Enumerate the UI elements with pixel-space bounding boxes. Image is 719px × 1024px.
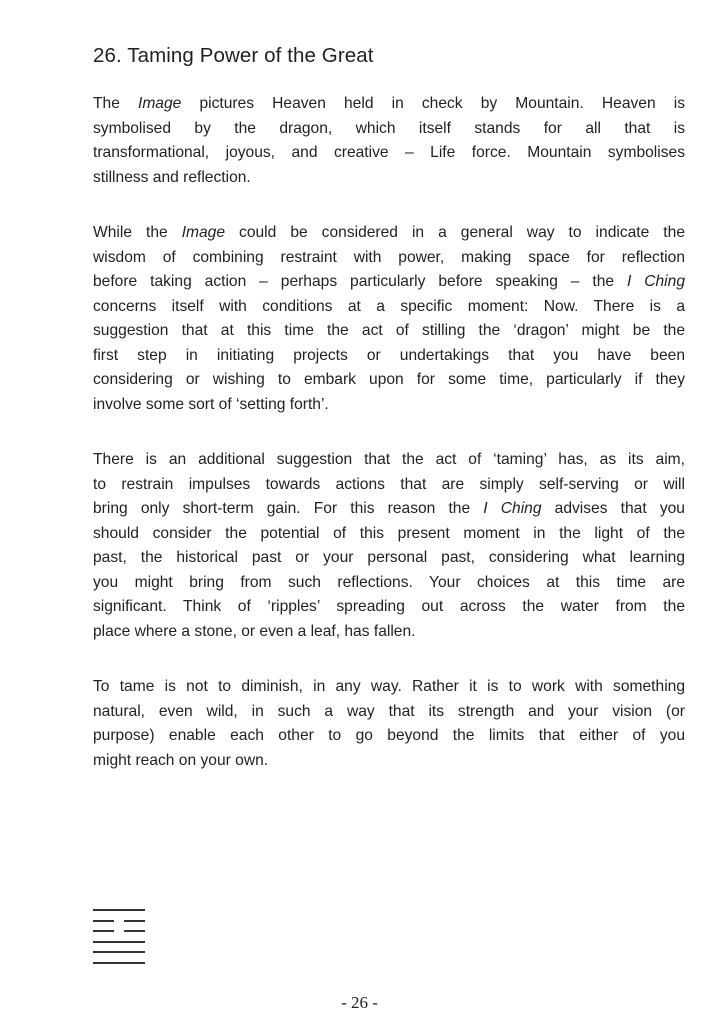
text-run: concerns itself with conditions at a specific moment: Now. There is a	[93, 297, 685, 315]
text-run: might reach on your own.	[93, 751, 269, 769]
text-line	[93, 620, 685, 645]
text-line	[93, 675, 685, 700]
text-line	[93, 246, 685, 271]
text-line	[93, 319, 685, 344]
text-line	[93, 368, 685, 393]
text-line	[93, 270, 685, 295]
text-line	[93, 546, 685, 571]
text-line	[93, 117, 685, 142]
text-run: first step in initiating projects or undertakings that you have been	[93, 346, 685, 364]
text-run: before taking action – perhaps particularly before speaking – the	[93, 273, 627, 290]
text-run: you might bring from such reflections. Your choices at this time are	[93, 573, 685, 591]
text-line	[93, 522, 685, 547]
text-run: bring only short-term gain. For this reason the	[93, 500, 484, 517]
text-run: past, the historical past or your personal past, considering what learning	[93, 549, 685, 566]
text-run: wisdom of combining restraint with power, making space for reflection	[93, 248, 685, 266]
emphasized-text: I Ching	[627, 273, 685, 290]
text-run: natural, even wild, in such a way that its strength and your vision (or	[93, 702, 685, 720]
text-line	[93, 497, 685, 522]
text-line	[93, 724, 685, 749]
text-line	[93, 295, 685, 320]
text-line	[93, 393, 685, 418]
text-line	[93, 749, 685, 774]
paragraph	[93, 92, 685, 190]
text-run: considering or wishing to embark upon for some time, particularly if they	[93, 371, 685, 388]
text-run: place where a stone, or even a leaf, has fallen.	[93, 622, 416, 640]
text-line	[93, 141, 685, 166]
text-run: could be considered in a general way to indicate the	[225, 224, 685, 241]
hexagram-solid-line	[93, 962, 145, 964]
text-run: suggestion that at this time the act of stilling the ‘dragon’ might be the	[93, 322, 685, 339]
text-line	[93, 166, 685, 191]
body-text	[93, 92, 685, 804]
text-line	[93, 344, 685, 369]
hexagram-broken-line	[93, 920, 145, 922]
emphasized-text: I Ching	[483, 500, 542, 517]
text-run: purpose) enable each other to go beyond the limits that either of you	[93, 727, 685, 744]
text-run: to restrain impulses towards actions that are simply self-serving or will	[93, 475, 685, 493]
text-line	[93, 571, 685, 596]
text-run: stillness and reflection.	[93, 168, 251, 186]
text-line	[93, 595, 685, 620]
text-run: The	[93, 95, 138, 112]
text-run: advises that you	[541, 500, 685, 517]
text-run: While the	[93, 224, 182, 241]
emphasized-text: Image	[181, 224, 226, 241]
paragraph	[93, 221, 685, 417]
text-run: There is an additional suggestion that the act of ‘taming’ has, as its aim,	[93, 451, 685, 468]
text-line	[93, 448, 685, 473]
page-title: 26. Taming Power of the Great	[93, 44, 374, 67]
hexagram-solid-line	[93, 941, 145, 943]
text-line	[93, 473, 685, 498]
text-line	[93, 700, 685, 725]
hexagram-solid-line	[93, 951, 145, 953]
text-run: should consider the potential of this present moment in the light of the	[93, 524, 685, 542]
emphasized-text: Image	[137, 95, 182, 112]
paragraph	[93, 448, 685, 644]
hexagram-26-icon	[93, 909, 145, 972]
text-run: transformational, joyous, and creative – Life force. Mountain symbolises	[93, 144, 685, 161]
page-number: - 26 -	[341, 993, 378, 1012]
text-line	[93, 92, 685, 117]
text-run: significant. Think of ‘ripples’ spreading out across the water from the	[93, 598, 685, 615]
text-run: symbolised by the dragon, which itself stands for all that is	[93, 119, 685, 137]
text-run: pictures Heaven held in check by Mountain. Heaven is	[181, 95, 686, 112]
text-run: To tame is not to diminish, in any way. Rather it is to work with something	[93, 678, 685, 695]
paragraph	[93, 675, 685, 773]
text-line	[93, 221, 685, 246]
text-run: involve some sort of ‘setting forth’.	[93, 395, 329, 413]
hexagram-broken-line	[93, 930, 145, 932]
hexagram-solid-line	[93, 909, 145, 911]
